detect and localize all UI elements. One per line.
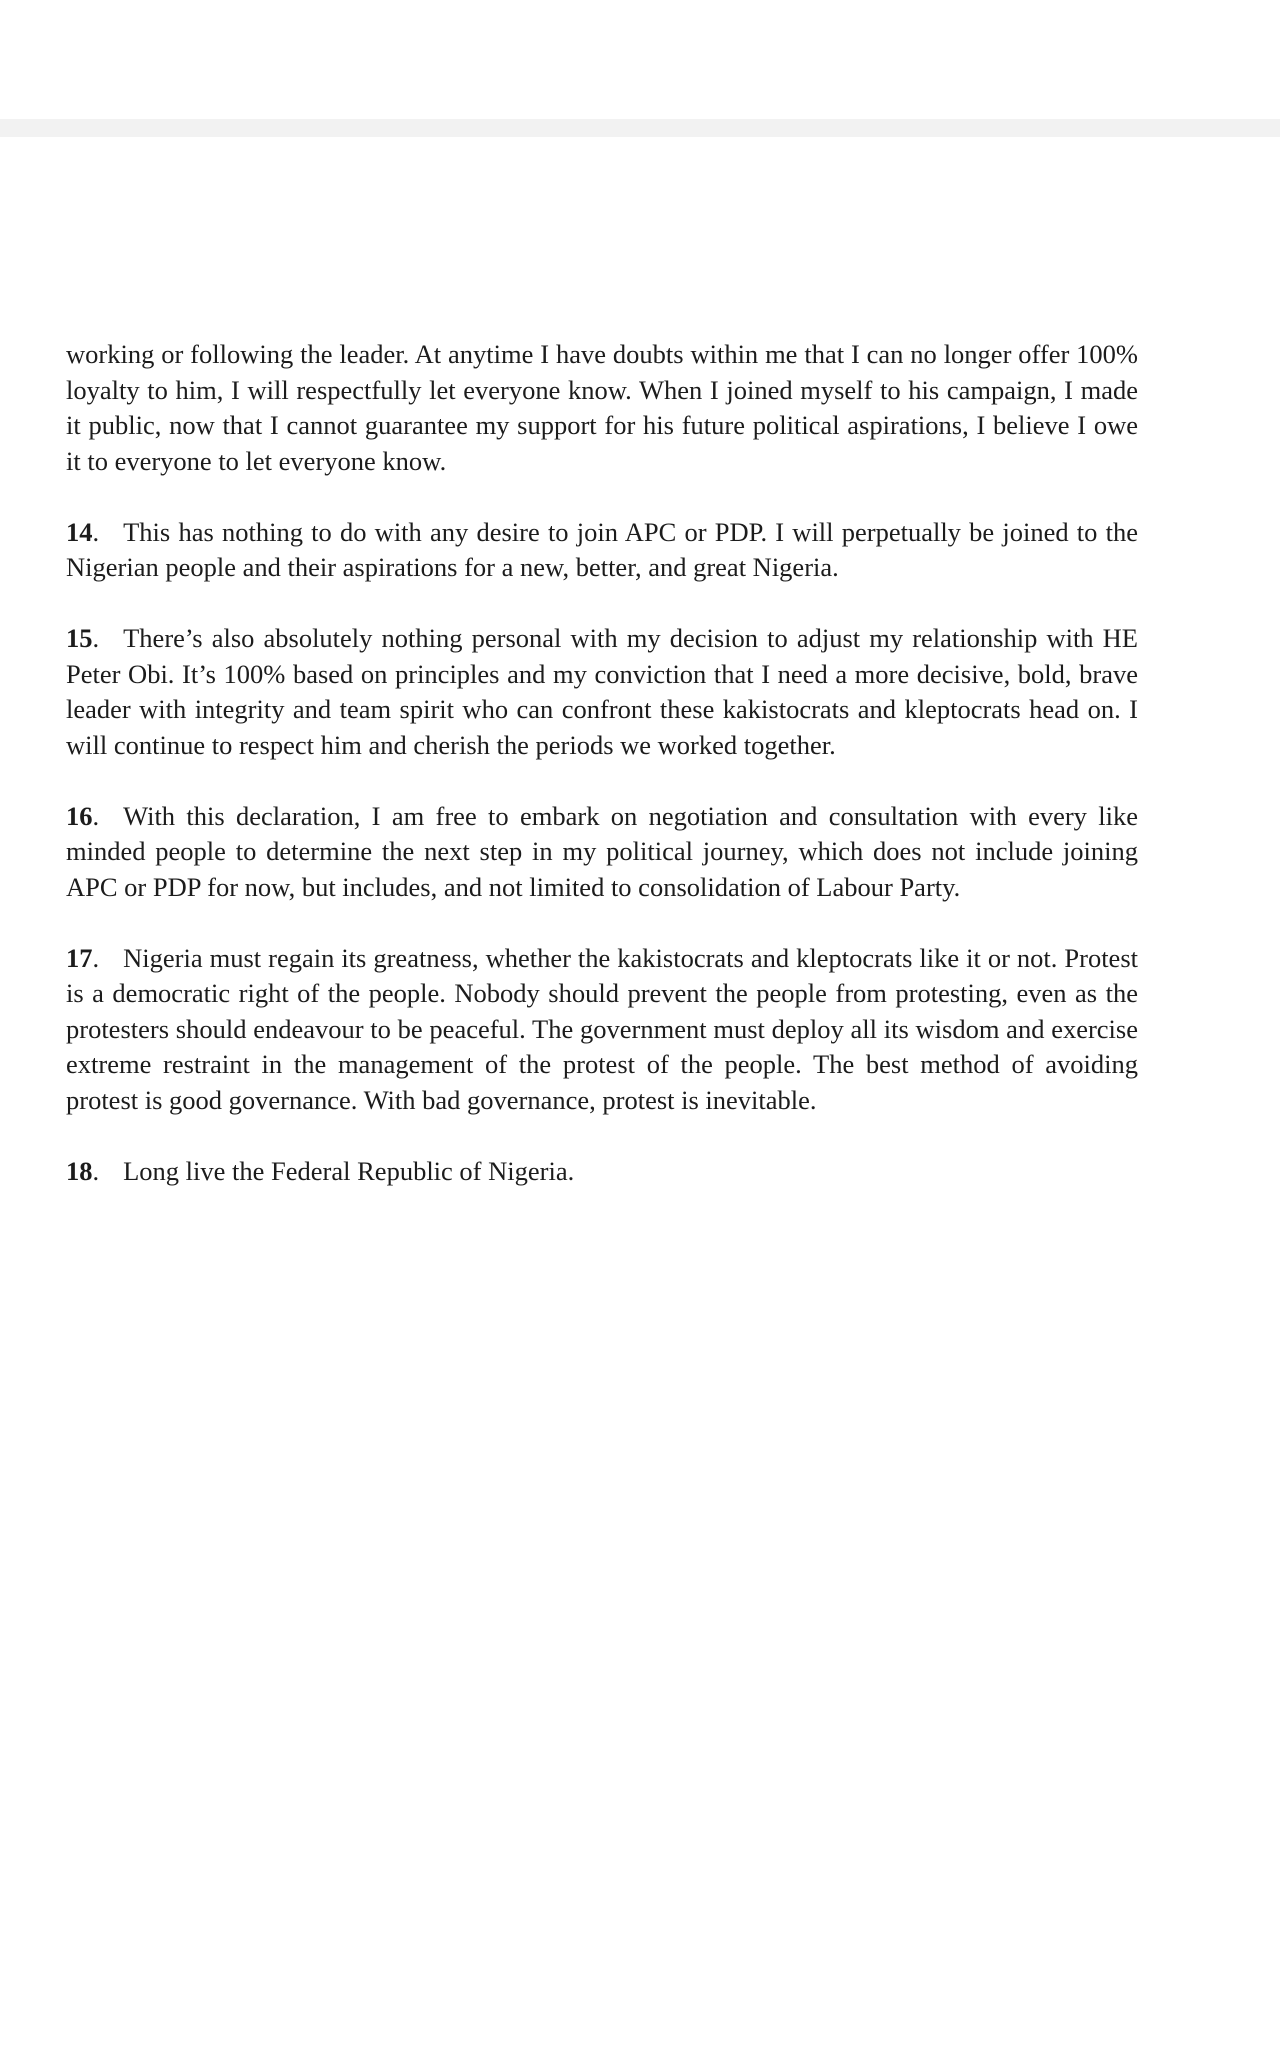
- paragraph-number: 16: [66, 800, 93, 831]
- paragraph-text: Nigeria must regain its greatness, whether the kakistocrats and kleptocrats like it or not. Protest is a democratic right of the people. Nobody should prevent the people from protesting, even as the protesters should endeavour to be peaceful. The government must deploy all its wisdom and exercise extreme restraint in the management of the protest of the people. The best method of avoiding protest is good governance. With bad governance, protest is inevitable.: [66, 942, 1138, 1115]
- document-body: [66, 337, 1138, 1225]
- paragraph-number: 14: [66, 516, 93, 547]
- paragraph-18: 18. Long live the Federal Republic of Nigeria.: [66, 1155, 575, 1186]
- paragraph-text: This has nothing to do with any desire to join APC or PDP. I will perpetually be joined to the Nigerian people and their aspirations for a new, better, and great Nigeria.: [66, 516, 1138, 582]
- paragraph-number: 15: [66, 623, 93, 653]
- paragraph-text: Long live the Federal Republic of Nigeria.: [123, 1155, 575, 1186]
- paragraph-text: There’s also absolutely nothing personal with my decision to adjust my relationship with HE Peter Obi. It’s 100% based on principles and my conviction that I need a more decisive, bold, brave leader with integrity and team spirit who can confront these kakistocrats and kleptocrats head on. I will continue to respect him and cherish the periods we worked together.: [66, 623, 1138, 760]
- paragraph-text: With this declaration, I am free to embark on negotiation and consultation with every like minded people to determine the next step in my political journey, which does not include joining APC or PDP for now, but includes, and not limited to consolidation of Labour Party.: [66, 800, 1138, 902]
- paragraph-16: 16. With this declaration, I am free to embark on negotiation and consultation with every like minded people to determine the next step in my political journey, which does not include joining APC or PDP for now, but includes, and not limited to consolidation of Labour Party.: [66, 800, 1138, 902]
- page-divider: [0, 119, 1280, 137]
- paragraph-number: 18: [66, 1155, 93, 1186]
- paragraph-17: 17. Nigeria must regain its greatness, whether the kakistocrats and kleptocrats like it or not. Protest is a democratic right of the people. Nobody should prevent the people from protesting, even as the protesters should endeavour to be peaceful. The government must deploy all its wisdom and exercise extreme restraint in the management of the protest of the people. The best method of avoiding protest is good governance. With bad governance, protest is inevitable.: [66, 942, 1138, 1115]
- paragraph-continuation: [66, 337, 1138, 479]
- paragraph-14: 14. This has nothing to do with any desire to join APC or PDP. I will perpetually be joined to the Nigerian people and their aspirations for a new, better, and great Nigeria.: [66, 516, 1138, 582]
- paragraph-text: working or following the leader. At anytime I have doubts within me that I can no longer offer 100% loyalty to him, I will respectfully let everyone know. When I joined myself to his campaign, I made it public, now that I cannot guarantee my support for his future political aspirations, I believe I owe it to everyone to let everyone know.: [66, 339, 1138, 476]
- top-margin: [0, 0, 1280, 119]
- paragraph-15: 15. There’s also absolutely nothing personal with my decision to adjust my relationship with HE Peter Obi. It’s 100% based on principles and my conviction that I need a more decisive, bold, brave leader with integrity and team spirit who can confront these kakistocrats and kleptocrats head on. I will continue to respect him and cherish the periods we worked together.: [66, 623, 1138, 760]
- document-page: [0, 137, 1280, 2048]
- paragraph-number: 17: [66, 942, 93, 973]
